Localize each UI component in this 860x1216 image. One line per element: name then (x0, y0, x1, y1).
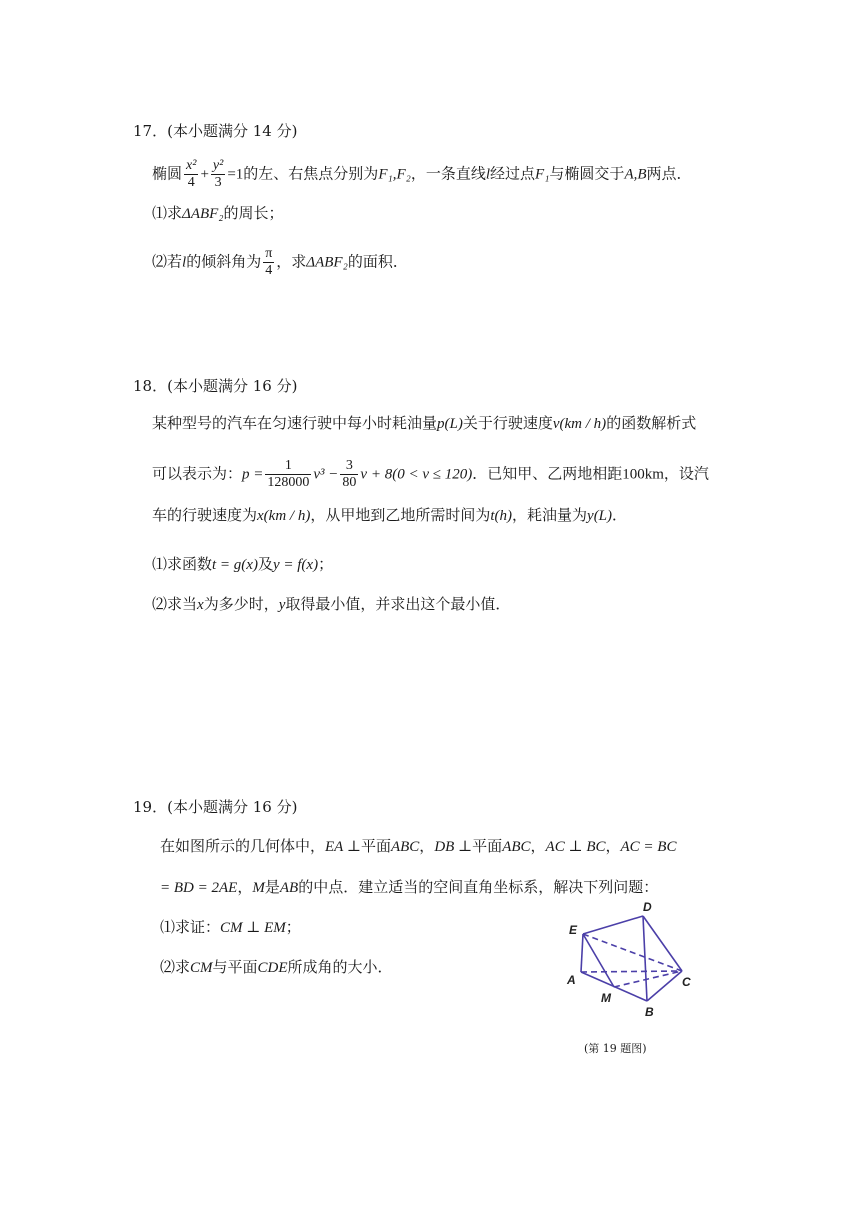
q19-sep2: ， (530, 837, 546, 855)
q19-plane-abc-2: ABC (502, 839, 531, 855)
q18-line1-c: 的函数解析式 (606, 414, 697, 432)
q19-part1 (160, 917, 301, 938)
q18-formula-rest: v + 8(0 < v ≤ 120) (360, 466, 473, 483)
q17-stem-tail: 两点． (646, 164, 692, 183)
q18-line1-a: 某种型号的汽车在匀速行驶中每小时耗油量 (152, 414, 438, 432)
q17-stem-mid2: ，一条直线 (410, 164, 486, 183)
q18-part1-prefix: ⑴求函数 (152, 555, 213, 573)
q17-part2-triangle: ΔABF₂ (306, 254, 348, 271)
q18-part1-mid: 及 (257, 555, 273, 573)
q18-line2-b: ．已知甲、乙两地相距 (472, 464, 623, 483)
q18-line3 (152, 505, 627, 526)
q17-f1: F₁ (535, 166, 550, 183)
q18-part1 (152, 554, 333, 575)
q18-part1-g: t = g(x) (212, 557, 258, 573)
q17-header (133, 121, 297, 141)
q17-frac-x (184, 158, 198, 191)
q19-part2-mid: 与平面 (212, 958, 258, 976)
q18-frac1-den: 128000 (267, 475, 310, 490)
q17-part2-mid2: ，求 (276, 252, 307, 271)
q18-part1-f: y = f(x) (272, 557, 319, 573)
q18-line3-d: ． (612, 506, 628, 524)
q18-line2 (152, 458, 709, 491)
q18-part2-prefix: ⑵求当 (152, 595, 198, 613)
q19-cond-ac-bc: AC ⊥ BC (545, 839, 606, 855)
q17-frac-x-num: x² (186, 158, 197, 173)
label-B: B (645, 1005, 654, 1019)
q18-speed-v: v(km / h) (552, 416, 607, 432)
q18-part2 (152, 594, 510, 615)
q17-points-ab: A,B (624, 166, 647, 183)
q18-frac1-num: 1 (284, 458, 292, 473)
label-E: E (569, 923, 578, 937)
q18-part2-y: y (278, 597, 286, 613)
q19-figure-edges (581, 916, 682, 1001)
q17-part1-triangle: ΔABF₂ (182, 206, 224, 222)
q17-part2-prefix: ⑵若 (152, 252, 183, 271)
q17-frac-x-den: 4 (184, 174, 198, 191)
q18-formula-p: p = (242, 466, 264, 483)
q18-frac1 (265, 458, 311, 491)
q19-part1-stmt: CM ⊥ EM (220, 920, 286, 936)
q18-fuel-p: p(L) (437, 416, 463, 432)
label-M: M (601, 991, 611, 1005)
q19-geometry-figure (555, 898, 705, 1023)
edge-DC (643, 916, 682, 971)
q18-frac2 (340, 458, 358, 491)
q19-sep1: ， (419, 837, 435, 855)
q17-stem (152, 158, 692, 191)
q17-part2-suffix: 的面积． (347, 252, 408, 271)
q18-time-t: t(h) (490, 508, 513, 524)
q18-line3-b: ，从甲地到乙地所需时间为 (310, 506, 491, 524)
q18-part2-mid: 为多少时， (203, 595, 279, 613)
q19-line2 (160, 877, 658, 898)
q19-part2-prefix: ⑵求 (160, 958, 191, 976)
q19-line1 (160, 836, 676, 857)
q18-line3-a: 车的行驶速度为 (152, 506, 258, 524)
q18-distance: 100km (622, 466, 664, 483)
q18-line1 (152, 413, 696, 434)
q17-eq: =1 (227, 166, 244, 183)
q17-line-l: l (485, 166, 491, 183)
edge-DB (643, 916, 647, 1001)
q18-frac2-den: 80 (342, 475, 357, 490)
q17-stem-mid3: 经过点 (490, 164, 536, 183)
q17-frac-y-num: y² (212, 158, 224, 173)
q18-line3-c: ，耗油量为 (512, 506, 588, 524)
edge-EA (581, 934, 583, 972)
q17-stem-end: 与椭圆交于 (549, 164, 625, 183)
q19-cond-bd: = BD = 2AE (160, 880, 238, 896)
edge-EC (583, 934, 682, 971)
q19-header (133, 797, 297, 817)
q19-sep3: ， (605, 837, 621, 855)
q19-part1-prefix: ⑴求证： (160, 918, 221, 936)
q17-stem-mid: 的左、右焦点分别为 (243, 164, 379, 183)
q19-header-text: 19．(本小题满分 16 分) (133, 798, 298, 816)
q19-line2-b: ， (237, 878, 253, 896)
q17-part2-frac-den: 4 (263, 262, 274, 279)
q17-stem-prefix: 椭圆 (152, 164, 183, 183)
q18-header (133, 376, 297, 396)
q17-foci: F₁,F₂ (378, 166, 411, 183)
q19-part2-cde: CDE (257, 960, 288, 976)
label-D: D (643, 900, 652, 914)
q17-part1-prefix: ⑴求 (152, 204, 183, 222)
q18-part2-x: x (197, 597, 204, 613)
q17-part2-mid: 的倾斜角为 (186, 252, 262, 271)
q18-formula-v3: v³ − (313, 466, 339, 483)
q17-part1-suffix: 的周长； (223, 204, 284, 222)
q19-part1-suffix: ； (285, 918, 301, 936)
q19-cond-ea: EA ⊥ (325, 839, 361, 855)
q19-part2 (160, 957, 393, 978)
q19-part2-suffix: 所成角的大小． (287, 958, 393, 976)
q19-cond-ac-eq-bc: AC = BC (620, 839, 677, 855)
q19-point-m: M (252, 880, 265, 896)
q18-header-text: 18．(本小题满分 16 分) (133, 377, 298, 395)
q17-frac-y-den: 3 (211, 174, 225, 191)
q17-header-text: 17．(本小题满分 14 分) (133, 122, 298, 140)
q19-line1-a: 在如图所示的几何体中， (160, 837, 326, 855)
q17-part2-frac (263, 246, 274, 279)
q17-frac-y (211, 158, 225, 191)
q17-part2 (152, 246, 408, 279)
edge-AC (581, 971, 682, 972)
q17-part2-l: l (182, 254, 187, 271)
q19-line2-c: 是 (264, 878, 280, 896)
q19-figure-caption: (第 19 题图) (584, 1042, 647, 1055)
q17-plus: + (200, 166, 209, 183)
q19-part2-cm: CM (190, 960, 213, 976)
q18-speed-x: x(km / h) (257, 508, 311, 524)
q18-part2-suffix: 取得最小值，并求出这个最小值． (285, 595, 511, 613)
q19-segment-ab: AB (279, 880, 299, 896)
q18-frac2-num: 3 (345, 458, 353, 473)
q18-line1-b: 关于行驶速度 (462, 414, 553, 432)
q19-cond-db: DB ⊥ (434, 839, 473, 855)
q19-line1-b: 平面 (360, 837, 391, 855)
q18-line2-a: 可以表示为： (152, 464, 243, 483)
q18-line2-c: ，设汽 (663, 464, 709, 483)
q18-part1-suffix: ； (318, 555, 334, 573)
q19-plane-abc-1: ABC (390, 839, 420, 855)
q18-fuel-y: y(L) (587, 508, 613, 524)
q19-line1-c: 平面 (472, 837, 503, 855)
label-C: C (682, 975, 691, 989)
q19-line2-d: 的中点．建立适当的空间直角坐标系，解决下列问题： (298, 878, 659, 896)
label-A: A (567, 973, 576, 987)
q17-part2-frac-num: π (265, 246, 273, 261)
edge-ED (583, 916, 643, 934)
q17-part1 (152, 203, 284, 224)
